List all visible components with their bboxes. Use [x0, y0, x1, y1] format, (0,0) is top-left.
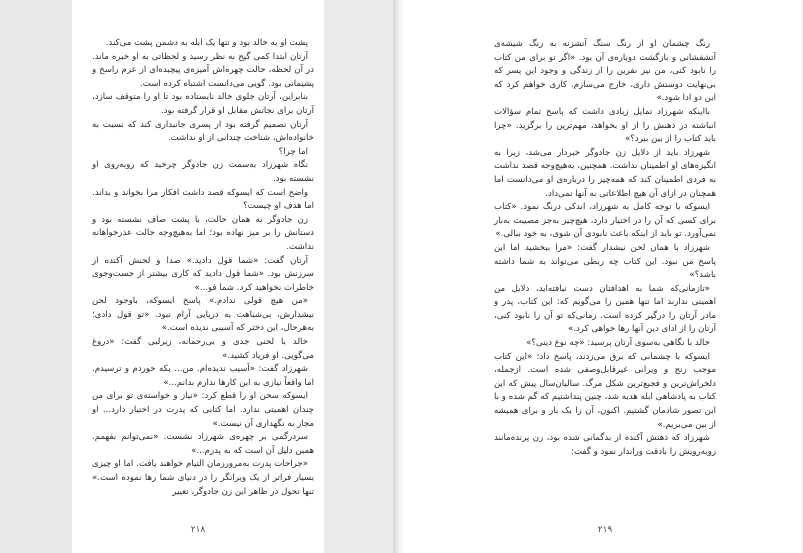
- paragraph: بااینکه شهرزاد تمایل زیادی داشت که پاسخ تمام سؤالات انباشته در ذهنش را از او بخواهد، مهم‌ترین را برگزید. «چرا باید کتاب را از بین ببرد؟»: [494, 106, 716, 145]
- left-page-number: ۲۱۸: [190, 525, 206, 535]
- left-page-text: [92, 37, 314, 499]
- paragraph: شهرزاد باید از دلایل زن جادوگر خبردار می‌شد، زیرا به انگیزه‌های او اطمینان نداشت. همچنین، به‌هیچ‌وجه قصد نداشت به فردی اطمینان کند که همه‌چیز را درباره‌ی او می‌دانست اما همچنان در ازای آن هیچ اطلاعاتی به آنها نمی‌داد.: [494, 147, 716, 199]
- paragraph: سردرگمی بر چهره‌ی شهرزاد نشست. «نمی‌توانم بفهمم. همین دلیل آن است که به پدرم...»: [92, 432, 314, 456]
- paragraph: واضح است که ایسوکه قصد داشت افکار مرا بخواند و بداند. اما هدف او چیست؟: [92, 187, 314, 212]
- paragraph: ایسوکه با چشمانی که برق می‌زدند، پاسخ داد: «این کتاب موجب رنج و ویرانی غیرقابل‌وصفی شده است. ازجمله، دلخراش‌ترین و فجیع‌ترین شکل مرگ. سالیان‌سال پیش که این کتاب به پادشاهی ابله هدیه شد، چنین پنداشتیم که گم شده و با این تصور شادمان گشتیم. اکنون، آن را یک بار و برای همیشه از بین می‌بریم.»: [494, 351, 716, 430]
- right-page-text: [494, 38, 716, 459]
- book-spine: [393, 0, 404, 553]
- right-page: [404, 0, 802, 553]
- paragraph: ایسوکه سخن او را قطع کرد: «نیاز و خواسته‌ی تو برای من چندان اهمیتی ندارد. اما کتابی که پدرت در اختیار دارد... او مجاز به نگهداری آن نیست.»: [92, 391, 314, 429]
- paragraph: خالد با لحنی جدی و بی‌رحمانه، زیرلبی گفت: «دروغ می‌گویی. او فریاد کشید.»: [92, 337, 314, 361]
- paragraph: «من هیچ قولی ندادم.» پاسخ ایسوکه، باوجود لحن نیشدارش، بی‌شباهت به دریایی آرام نبود. «تو قول دادی؛ به‌هرحال، این دختر که آسیبی ندیده است.»: [92, 296, 314, 334]
- paragraph: شهرزاد با همان لحن نیشدار گفت: «مرا ببخشید اما این پاسخ من نبود. این کتاب چه ربطی می‌تواند به شما داشته باشد؟»: [494, 242, 716, 281]
- paragraph: پشت او به خالد بود و تنها یک ابله به دشمن پشت می‌کند.: [105, 38, 308, 48]
- paragraph: «تازمانی‌که شما به اهدافتان دست نیافته‌اید، دلایل من اهمیتی ندارند اما تنها همین را می‌گویم که: این کتاب، پدر و مادر آرتان را درگیر کرده است. زمانی‌که تو آن را نابود کنی، آرتان را از ادای دین آنها رها خواهی کرد.»: [494, 283, 716, 335]
- paragraph: خالد با نگاهی به‌سوی آرتان پرسید: «چه نوع دینی؟»: [526, 338, 710, 349]
- paragraph: آرتان ابتدا کمی گیج به نظر رسید و لحظاتی به او خیره ماند. در آن لحظه، حالت چهره‌اش آمیزه‌ی پیچیده‌ای از عزم راسخ و پشیمانی بود. گویی می‌دانست اشتباه کرده است.: [92, 51, 314, 89]
- paragraph: ایسوکه با توجه کامل به شهرزاد، اندکی درنگ نمود. «کتاب برای کسی که آن را در اختیار دارد، هیچ‌چیز به‌جز مصیبت به‌بار نمی‌آورد. تو باید از اینکه باعث نابودی آن شوی، به خود ببالی.»: [494, 202, 716, 240]
- paragraph: نگاه شهرزاد به‌سمت زن جادوگر چرخید که روبه‌روی او نشسته بود.: [92, 160, 314, 184]
- right-page-number: ۲۱۹: [597, 525, 613, 535]
- paragraph: رنگ چشمان او از رنگ سنگ آتشزنه به رنگ شیشه‌ی آتشفشانی و بازگشت دوباره‌ی آن بود. «اگر تو برای من کتاب را نابود کنی، من نیز نفرین را از زندگی و وجود این پسر که بی‌نهایت دوستش داری، خارج می‌سازم. کاری خواهم کرد که این دو ادا شود.»: [494, 39, 716, 104]
- paragraph: آرتان گفت: «شما قول دادید.» صدا و لحنش آکنده از سرزنش بود. «شما قول دادید که کاری بیشتر از جست‌وجوی خاطرات نخواهید کرد. شما قو...»: [92, 255, 314, 293]
- paragraph: «جراحات پدرت به‌مرورزمان التیام خواهند یافت. اما او چیزی بسیار فراتر از یک ویرانگر را در دنیای شما رها نموده است.» تنها تحول در ظاهر این زن جادوگر، تغییر: [92, 459, 314, 497]
- gutter-shadow: [324, 0, 393, 553]
- paragraph: شهرزاد که ذهنش آکنده از بدگمانی شده بود، زن پرنده‌مانند روبه‌رویش را بادقت وراندار نمود و گفت:: [494, 433, 716, 457]
- paragraph: شهرزاد گفت: «آسیب ندیده‌ام. من... یکه خوردم و ترسیدم. اما واقعاً نیازی به این کارها ندارم بدانم...»: [92, 364, 314, 388]
- left-page: [72, 0, 324, 553]
- paragraph: بنابراین، آرتان جلوی خالد نایستاده بود تا او را متوقف سازد، آرتان برای نجاتش مقابل او قرار گرفته بود.: [92, 92, 314, 116]
- paragraph: زن جادوگر به همان حالت، با پشت صاف نشسته بود و دستانش را بر میز نهاده بود؛ اما به‌هیچ‌وجه حالت عذرخواهانه نداشت.: [92, 214, 314, 252]
- paragraph: اما چرا؟: [278, 146, 308, 157]
- paragraph: آرتان تصمیم گرفته بود از پسری جانبداری کند که نسبت به خانواده‌اش، شناخت چندانی از او نداشت.: [92, 119, 314, 144]
